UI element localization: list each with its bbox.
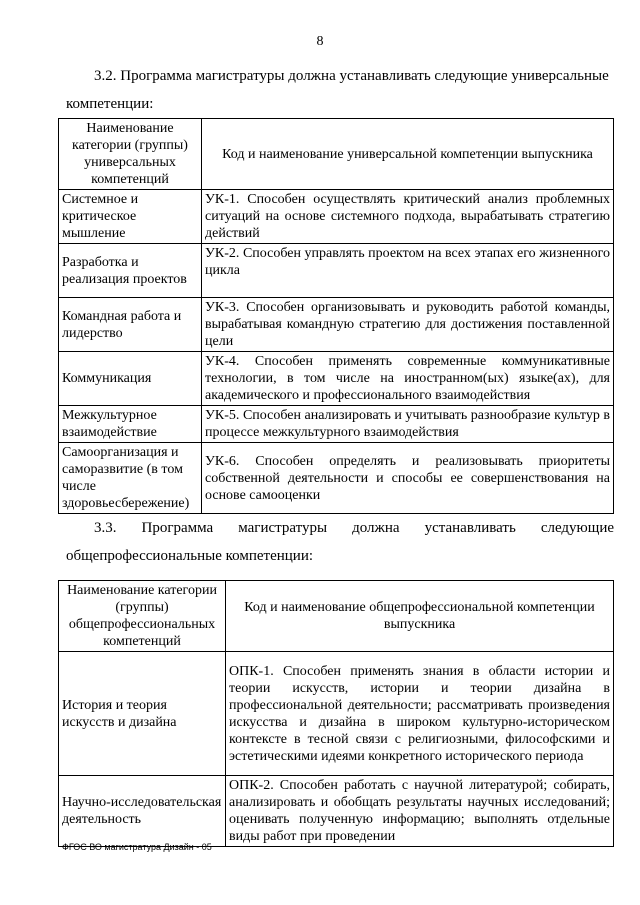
header-code-name: Код и наименование общепрофессиональной компетенции выпускника	[226, 581, 614, 652]
section-3-3-paragraph	[66, 514, 614, 570]
section-3-2-paragraph	[66, 62, 614, 118]
competence-cell: УК-1. Способен осуществлять критический анализ проблемных ситуаций на основе системного подхода, вырабатывать стратегию действий	[202, 190, 614, 244]
table-row	[59, 776, 614, 847]
category-cell: Системное и критическое мышление	[59, 190, 202, 244]
table-row	[59, 443, 614, 514]
section-3-2-line2: компетенции:	[66, 96, 154, 112]
table-row	[59, 652, 614, 776]
table-row	[59, 244, 614, 298]
general-professional-competencies-table	[58, 580, 614, 847]
category-cell: Командная работа и лидерство	[59, 298, 202, 352]
table-row	[59, 352, 614, 406]
page-number: 8	[316, 34, 324, 49]
section-3-2-line1: 3.2. Программа магистратуры должна устанавливать следующие универсальные	[94, 68, 609, 84]
table-header-row	[59, 581, 614, 652]
header-code-name: Код и наименование универсальной компетенции выпускника	[202, 119, 614, 190]
section-3-3-line1: 3.3. Программа магистратуры должна устанавливать следующие	[94, 520, 614, 536]
universal-competencies-table	[58, 118, 614, 514]
header-category: Наименование категории (группы) универсальных компетенций	[59, 119, 202, 190]
competence-cell: УК-3. Способен организовывать и руководить работой команды, вырабатывая командную стратегию для достижения поставленной цели	[202, 298, 614, 352]
category-cell: Межкультурное взаимодействие	[59, 406, 202, 443]
category-cell: История и теория искусств и дизайна	[59, 652, 226, 776]
table-row	[59, 406, 614, 443]
category-cell: Коммуникация	[59, 352, 202, 406]
category-cell: Разработка и реализация проектов	[59, 244, 202, 298]
category-cell: Научно-исследовательская деятельность	[59, 776, 226, 847]
table-header-row	[59, 119, 614, 190]
competence-cell: УК-5. Способен анализировать и учитывать разнообразие культур в процессе межкультурного взаимодействия	[202, 406, 614, 443]
header-category: Наименование категории (группы) общепрофессиональных компетенций	[59, 581, 226, 652]
table-row	[59, 298, 614, 352]
competence-cell: УК-2. Способен управлять проектом на всех этапах его жизненного цикла	[202, 244, 614, 298]
footer-text: ФГОС ВО магистратура Дизайн - 05	[62, 842, 212, 852]
competence-cell: УК-4. Способен применять современные коммуникативные технологии, в том числе на иностранном(ых) языке(ах), для академического и профессионального взаимодействия	[202, 352, 614, 406]
competence-cell: ОПК-1. Способен применять знания в области истории и теории искусств, истории и теории дизайна в профессиональной деятельности; рассматривать произведения искусства и дизайна в широком культурно-историческом контексте в тесной связи с религиозными, философскими и эстетическими идеями конкретного исторического периода	[226, 652, 614, 776]
category-cell: Самоорганизация и саморазвитие (в том числе здоровьесбережение)	[59, 443, 202, 514]
competence-cell: УК-6. Способен определять и реализовывать приоритеты собственной деятельности и способы ее совершенствования на основе самооценки	[202, 443, 614, 514]
competence-cell: ОПК-2. Способен работать с научной литературой; собирать, анализировать и обобщать результаты научных исследований; оценивать полученную информацию; выполнять отдельные виды работ при проведении	[226, 776, 614, 847]
table-row	[59, 190, 614, 244]
section-3-3-line2: общепрофессиональные компетенции:	[66, 548, 314, 564]
